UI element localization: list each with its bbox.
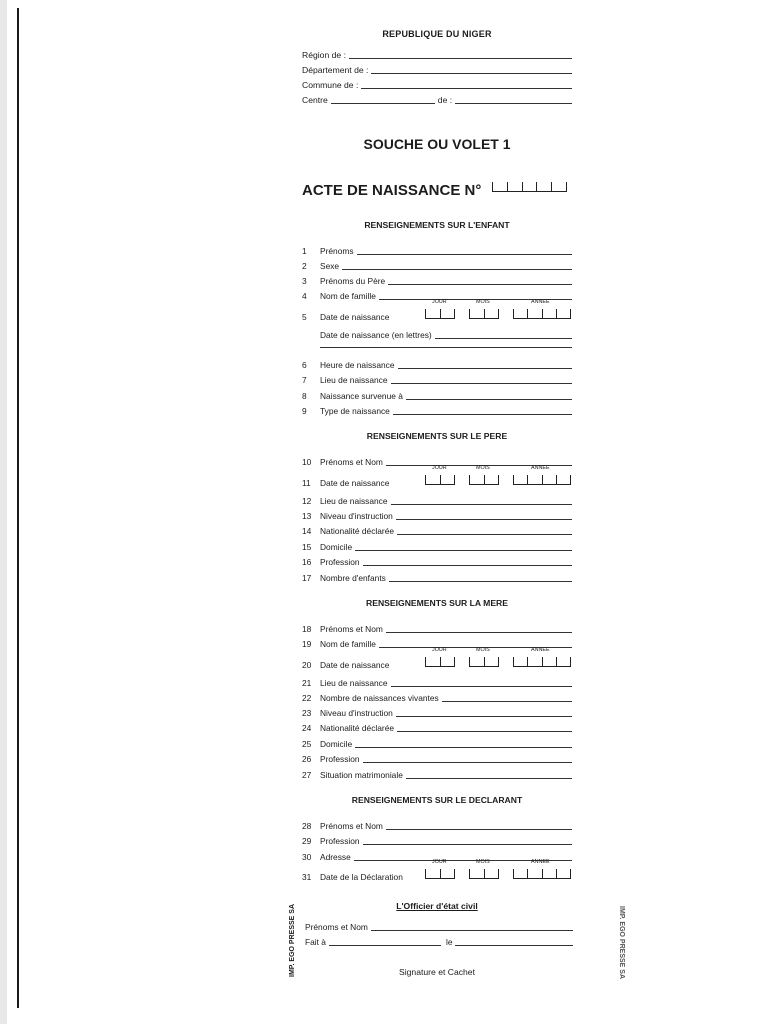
enfant-row-9 xyxy=(302,404,572,416)
field-number: 21 xyxy=(302,678,312,688)
field-number: 25 xyxy=(302,739,312,749)
field-number: 6 xyxy=(302,360,307,370)
centre-de-label: de : xyxy=(437,95,453,105)
enfant-date-boxes-mois[interactable] xyxy=(469,308,499,319)
field-number: 7 xyxy=(302,375,307,385)
pere-row-17 xyxy=(302,571,572,583)
region-field[interactable] xyxy=(349,49,572,59)
field-input-line[interactable] xyxy=(398,359,573,369)
field-input-line[interactable] xyxy=(355,541,572,551)
souche-title: SOUCHE OU VOLET 1 xyxy=(363,136,511,152)
digit-box[interactable] xyxy=(536,182,551,191)
field-number: 28 xyxy=(302,821,312,831)
field-label: Heure de naissance xyxy=(320,360,395,370)
officer-title: L'Officier d'état civil xyxy=(396,901,478,911)
fait-a-label: Fait à xyxy=(305,937,326,947)
section-mere-title: RENSEIGNEMENTS SUR LA MERE xyxy=(366,598,508,608)
field-label: Lieu de naissance xyxy=(320,496,388,506)
field-label: Prénoms et Nom xyxy=(320,821,383,831)
enfant-row-2 xyxy=(302,259,572,271)
pere-date-boxes-jour[interactable] xyxy=(425,474,455,485)
field-label: Profession xyxy=(320,754,360,764)
le-label: le xyxy=(445,937,453,947)
field-number: 3 xyxy=(302,276,307,286)
field-label: Lieu de naissance xyxy=(320,375,388,385)
digit-box[interactable] xyxy=(425,869,440,878)
field-number: 15 xyxy=(302,542,312,552)
field-label: Naissance survenue à xyxy=(320,391,403,401)
field-number: 2 xyxy=(302,261,307,271)
digit-box[interactable] xyxy=(469,657,484,666)
centre-label: Centre xyxy=(302,95,328,105)
mere-row-27 xyxy=(302,768,572,780)
commune-row xyxy=(302,78,572,90)
field-input-line[interactable] xyxy=(391,374,572,384)
pere-row-12 xyxy=(302,494,572,506)
field-label: Nom de famille xyxy=(320,639,376,649)
digit-box[interactable] xyxy=(513,309,527,318)
field-label: Situation matrimoniale xyxy=(320,770,403,780)
officer-name-row xyxy=(305,920,573,932)
field-label: Type de naissance xyxy=(320,406,390,416)
declarant-row-28 xyxy=(302,819,572,831)
mere-row-18 xyxy=(302,622,572,634)
officer-name-field[interactable] xyxy=(371,921,573,931)
field-input-line[interactable] xyxy=(363,835,572,845)
enfant-row-1 xyxy=(302,244,572,256)
digit-box[interactable] xyxy=(556,657,571,666)
field-label: Prénoms et Nom xyxy=(320,624,383,634)
commune-field[interactable] xyxy=(361,79,572,89)
digit-box[interactable] xyxy=(527,475,541,484)
field-number: 16 xyxy=(302,557,312,567)
mere-row-24 xyxy=(302,721,572,733)
digit-box[interactable] xyxy=(513,869,527,878)
declarant-date-head-jour: JOUR xyxy=(432,859,447,865)
enfant-row-lettres xyxy=(302,328,572,340)
declarant-date-boxes-annee[interactable] xyxy=(513,868,571,879)
field-label: Adresse xyxy=(320,852,351,862)
commune-label: Commune de : xyxy=(302,80,359,90)
digit-box[interactable] xyxy=(440,309,456,318)
digit-box[interactable] xyxy=(492,182,507,191)
pere-date-head-jour: JOUR xyxy=(432,465,447,471)
enfant-date-boxes-annee[interactable] xyxy=(513,308,571,319)
field-label: Date de naissance xyxy=(320,312,390,322)
centre-field[interactable] xyxy=(331,94,435,104)
field-label: Lieu de naissance xyxy=(320,678,388,688)
region-row xyxy=(302,48,572,60)
field-label: Nombre de naissances vivantes xyxy=(320,693,439,703)
field-number: 17 xyxy=(302,573,312,583)
digit-box[interactable] xyxy=(522,182,537,191)
field-input-line[interactable] xyxy=(396,707,572,717)
enfant-date-head-jour: JOUR xyxy=(432,299,447,305)
field-input-line[interactable] xyxy=(363,753,572,763)
field-label: Prénoms xyxy=(320,246,354,256)
field-label: Prénoms du Père xyxy=(320,276,386,286)
centre-de-field[interactable] xyxy=(455,94,572,104)
officer-fait-row xyxy=(305,935,573,947)
field-input-line[interactable] xyxy=(406,390,572,400)
field-label: Niveau d'instruction xyxy=(320,708,393,718)
digit-box[interactable] xyxy=(507,182,522,191)
declarant-date-boxes-jour[interactable] xyxy=(425,868,455,879)
field-input-line[interactable] xyxy=(393,405,572,415)
departement-label: Département de : xyxy=(302,65,369,75)
digit-box[interactable] xyxy=(556,309,571,318)
field-input-line[interactable] xyxy=(391,677,572,687)
field-label: Nationalité déclarée xyxy=(320,526,395,536)
mere-date-head-jour: JOUR xyxy=(432,647,447,653)
declarant-row-29 xyxy=(302,834,572,846)
digit-box[interactable] xyxy=(542,657,556,666)
field-number: 27 xyxy=(302,770,312,780)
field-label: Nom de famille xyxy=(320,291,376,301)
digit-box[interactable] xyxy=(425,475,440,484)
field-input-line[interactable] xyxy=(391,495,572,505)
field-input-line[interactable] xyxy=(342,260,572,270)
field-label: Profession xyxy=(320,836,360,846)
digit-box[interactable] xyxy=(513,475,527,484)
departement-row xyxy=(302,63,572,75)
mere-date-boxes-jour[interactable] xyxy=(425,656,455,667)
digit-box[interactable] xyxy=(527,309,541,318)
enfant-row-6 xyxy=(302,358,572,370)
printer-mark-left: IMP. EGO PRESSE SA xyxy=(289,903,296,977)
field-number: 4 xyxy=(302,291,307,301)
acte-number-boxes[interactable] xyxy=(492,181,567,192)
field-input-line[interactable] xyxy=(386,820,572,830)
enfant-row-7 xyxy=(302,373,572,385)
digit-box[interactable] xyxy=(469,309,484,318)
mere-date-head-annee: ANNEE xyxy=(531,647,550,653)
field-number: 11 xyxy=(302,478,311,488)
field-input-line[interactable] xyxy=(397,722,572,732)
page-edge xyxy=(0,0,7,1024)
fait-a-field[interactable] xyxy=(329,936,441,946)
field-label: Prénoms et Nom xyxy=(320,457,383,467)
lettres-continuation-line[interactable] xyxy=(320,347,572,348)
field-number: 30 xyxy=(302,852,312,862)
enfant-row-8 xyxy=(302,389,572,401)
field-label: Domicile xyxy=(320,739,353,749)
digit-box[interactable] xyxy=(484,869,500,878)
digit-box[interactable] xyxy=(425,309,440,318)
enfant-row-3 xyxy=(302,274,572,286)
pere-row-16 xyxy=(302,555,572,567)
section-declarant-title: RENSEIGNEMENTS SUR LE DECLARANT xyxy=(351,795,523,805)
digit-box[interactable] xyxy=(484,309,500,318)
section-enfant-title: RENSEIGNEMENTS SUR L'ENFANT xyxy=(364,220,510,230)
digit-box[interactable] xyxy=(527,869,541,878)
centre-row xyxy=(302,93,572,105)
digit-box[interactable] xyxy=(542,309,556,318)
enfant-date-head-annee: ANNEE xyxy=(531,299,550,305)
pere-row-14 xyxy=(302,524,572,536)
digit-box[interactable] xyxy=(542,869,556,878)
field-input-line[interactable] xyxy=(442,692,572,702)
pere-row-13 xyxy=(302,509,572,521)
pere-row-15 xyxy=(302,540,572,552)
officer-name-label: Prénoms et Nom xyxy=(305,922,368,932)
field-input-line[interactable] xyxy=(397,525,572,535)
pere-date-boxes-annee[interactable] xyxy=(513,474,571,485)
field-label: Date de naissance xyxy=(320,478,390,488)
field-label: Nationalité déclarée xyxy=(320,723,395,733)
section-pere-title: RENSEIGNEMENTS SUR LE PERE xyxy=(366,431,508,441)
mere-row-26 xyxy=(302,752,572,764)
le-field[interactable] xyxy=(455,936,573,946)
declarant-date-head-mois: MOIS xyxy=(476,859,490,865)
field-number: 9 xyxy=(302,406,307,416)
field-input-line[interactable] xyxy=(357,245,572,255)
field-input-line[interactable] xyxy=(435,329,572,339)
declarant-date-head-annee: ANNEE xyxy=(531,859,550,865)
field-number: 13 xyxy=(302,511,312,521)
signature-label: Signature et Cachet xyxy=(399,967,475,977)
digit-box[interactable] xyxy=(551,182,567,191)
digit-box[interactable] xyxy=(484,475,500,484)
digit-box[interactable] xyxy=(556,475,571,484)
digit-box[interactable] xyxy=(542,475,556,484)
field-number: 29 xyxy=(302,836,312,846)
field-number: 14 xyxy=(302,526,312,536)
field-number: 24 xyxy=(302,723,312,733)
digit-box[interactable] xyxy=(527,657,541,666)
field-number: 18 xyxy=(302,624,312,634)
field-number: 19 xyxy=(302,639,312,649)
field-number: 5 xyxy=(302,312,307,322)
field-label: Profession xyxy=(320,557,360,567)
field-label: Date de naissance (en lettres) xyxy=(320,330,432,340)
digit-box[interactable] xyxy=(513,657,527,666)
field-input-line[interactable] xyxy=(406,769,572,779)
departement-field[interactable] xyxy=(371,64,572,74)
field-input-line[interactable] xyxy=(389,572,572,582)
field-number: 8 xyxy=(302,391,307,401)
mere-date-boxes-mois[interactable] xyxy=(469,656,499,667)
field-number: 10 xyxy=(302,457,312,467)
mere-row-22 xyxy=(302,691,572,703)
republic-heading: REPUBLIQUE DU NIGER xyxy=(382,29,492,39)
field-input-line[interactable] xyxy=(388,275,572,285)
acte-title: ACTE DE NAISSANCE N° xyxy=(302,182,482,199)
declarant-date-boxes-mois[interactable] xyxy=(469,868,499,879)
stub-perforation-line xyxy=(17,8,19,1008)
pere-date-head-annee: ANNEE xyxy=(531,465,550,471)
field-label: Sexe xyxy=(320,261,340,271)
digit-box[interactable] xyxy=(469,475,484,484)
region-label: Région de : xyxy=(302,50,346,60)
mere-date-head-mois: MOIS xyxy=(476,647,490,653)
field-label: Date de naissance xyxy=(320,660,390,670)
field-number: 12 xyxy=(302,496,312,506)
field-number: 20 xyxy=(302,660,312,670)
field-input-line[interactable] xyxy=(396,510,572,520)
enfant-date-head-mois: MOIS xyxy=(476,299,490,305)
digit-box[interactable] xyxy=(440,475,456,484)
digit-box[interactable] xyxy=(469,869,484,878)
mere-row-21 xyxy=(302,676,572,688)
field-label: Niveau d'instruction xyxy=(320,511,393,521)
digit-box[interactable] xyxy=(484,657,500,666)
field-input-line[interactable] xyxy=(386,623,572,633)
mere-row-25 xyxy=(302,737,572,749)
digit-box[interactable] xyxy=(440,657,456,666)
printer-mark-right: IMP. EGO PRESSE SA xyxy=(618,906,625,980)
field-label: Nombre d'enfants xyxy=(320,573,386,583)
field-input-line[interactable] xyxy=(363,556,572,566)
pere-date-boxes-mois[interactable] xyxy=(469,474,499,485)
field-number: 26 xyxy=(302,754,312,764)
digit-box[interactable] xyxy=(556,869,571,878)
pere-date-head-mois: MOIS xyxy=(476,465,490,471)
enfant-date-boxes-jour[interactable] xyxy=(425,308,455,319)
field-number: 22 xyxy=(302,693,312,703)
field-number: 31 xyxy=(302,872,312,882)
mere-row-23 xyxy=(302,706,572,718)
field-label: Date de la Déclaration xyxy=(320,872,403,882)
field-number: 1 xyxy=(302,246,307,256)
field-number: 23 xyxy=(302,708,312,718)
digit-box[interactable] xyxy=(440,869,456,878)
field-label: Domicile xyxy=(320,542,353,552)
mere-date-boxes-annee[interactable] xyxy=(513,656,571,667)
digit-box[interactable] xyxy=(425,657,440,666)
field-input-line[interactable] xyxy=(355,738,572,748)
